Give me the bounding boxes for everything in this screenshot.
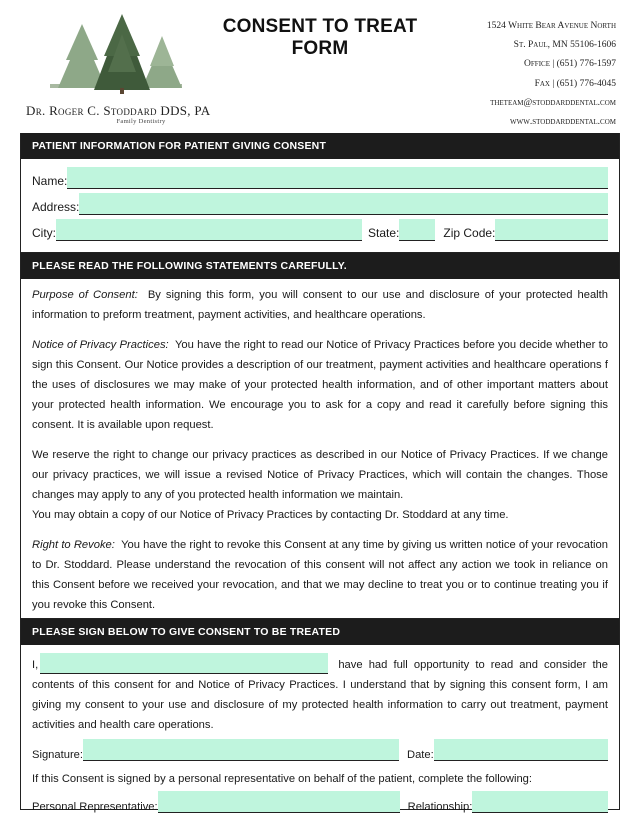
signature-field[interactable] bbox=[83, 739, 399, 761]
address-label: Address: bbox=[32, 200, 80, 214]
address-field[interactable] bbox=[79, 193, 608, 215]
purpose-paragraph bbox=[32, 285, 608, 325]
contact-block bbox=[487, 17, 616, 132]
notice-paragraph bbox=[32, 335, 608, 435]
practice-name: Dr. Roger C. Stoddard DDS, PA bbox=[26, 103, 211, 118]
statements-content bbox=[21, 279, 619, 615]
city-label: City: bbox=[32, 226, 56, 240]
contact-city: St. Paul, MN 55106-1606 bbox=[513, 40, 616, 51]
state-label: State: bbox=[368, 226, 400, 240]
signature-row bbox=[21, 735, 619, 761]
date-label: Date: bbox=[407, 749, 434, 761]
representative-field[interactable] bbox=[158, 791, 400, 813]
patient-info-heading: PATIENT INFORMATION FOR PATIENT GIVING CONSENT bbox=[21, 133, 619, 159]
zip-field[interactable] bbox=[495, 219, 608, 241]
statements-section bbox=[20, 253, 620, 619]
patient-name-field[interactable] bbox=[40, 653, 328, 674]
notice-label: Notice of Privacy Practices: bbox=[32, 339, 169, 351]
contact-fax: Fax | (651) 776-4045 bbox=[534, 78, 616, 89]
contact-office-phone: Office | (651) 776-1597 bbox=[524, 59, 616, 70]
contact-address: 1524 White Bear Avenue North bbox=[486, 21, 616, 31]
date-field[interactable] bbox=[434, 739, 608, 761]
name-field[interactable] bbox=[67, 167, 608, 189]
rep-note: If this Consent is signed by a personal representative on behalf of the patient, complete the following: bbox=[32, 773, 533, 785]
reserve-paragraph: We reserve the right to change our privacy practices as described in our Notice of Privacy Practices. If we change our privacy practices, we will issue a revised Notice of Privacy Practices, which will contain the changes. Those changes may apply to any of you protected health information we maintain. bbox=[32, 449, 608, 501]
sign-heading: PLEASE SIGN BELOW TO GIVE CONSENT TO BE TREATED bbox=[21, 619, 619, 645]
revoke-text: You have the right to revoke this Consent at any time by giving us written notice of your revocation to Dr. Stoddard. Please understand the revocation of this consent will not affect any action we took in reliance on this Consent before we received your revocation, and that we may decline to treat you or to continue treating you if you revoke this Consent. bbox=[32, 539, 608, 611]
contact-website: www.stoddarddental.com bbox=[510, 116, 616, 127]
i-label: I, bbox=[32, 659, 39, 671]
obtain-paragraph: You may obtain a copy of our Notice of Privacy Practices by contacting Dr. Stoddard at any time. bbox=[32, 509, 509, 521]
city-row bbox=[21, 215, 619, 241]
name-row bbox=[21, 163, 619, 189]
representative-row bbox=[21, 787, 619, 813]
relationship-label: Relationship: bbox=[407, 801, 473, 813]
rep-label: Personal Representative: bbox=[32, 801, 158, 813]
purpose-text: By signing this form, you will consent to our use and disclosure of your protected health information to preform treatment, payment activities, and healthcare operations. bbox=[32, 289, 608, 321]
notice-text: You have the right to read our Notice of Privacy Practices before you decide whether to sign this Consent. Our Notice provides a description of our treatment, payment activities and healthcare operations f the uses of disclosures we may make of your protected health information, and of other important matters about your protected health information. We encourage you to ask for a copy and read it carefully before signing this consent. It is available upon request. bbox=[32, 339, 608, 431]
city-field[interactable] bbox=[56, 219, 362, 241]
state-field[interactable] bbox=[399, 219, 435, 241]
patient-info-section bbox=[20, 133, 620, 253]
revoke-paragraph bbox=[32, 535, 608, 615]
relationship-field[interactable] bbox=[472, 791, 608, 813]
purpose-label: Purpose of Consent: bbox=[32, 289, 138, 301]
contact-email: theteam@stoddarddental.com bbox=[490, 97, 616, 108]
signature-label: Signature: bbox=[32, 749, 83, 761]
consent-statement bbox=[21, 645, 619, 735]
consent-text: have had full opportunity to read and consider the contents of this consent for and Notice of Privacy Practices. I understand that by signing this consent form, I am giving my consent to your use and disclosure of my protected health information to carry out treatment, payment activities and health care operations. bbox=[32, 659, 608, 731]
sign-section bbox=[20, 619, 620, 813]
practice-subtitle: Family Dentistry bbox=[116, 118, 166, 125]
name-label: Name: bbox=[32, 174, 68, 188]
form-title: CONSENT TO TREAT FORM bbox=[222, 16, 418, 59]
pine-trees-logo bbox=[50, 14, 182, 96]
address-row bbox=[21, 189, 619, 215]
revoke-label: Right to Revoke: bbox=[32, 539, 115, 551]
zip-label: Zip Code: bbox=[443, 226, 496, 240]
statements-heading: PLEASE READ THE FOLLOWING STATEMENTS CAREFULLY. bbox=[21, 253, 619, 279]
